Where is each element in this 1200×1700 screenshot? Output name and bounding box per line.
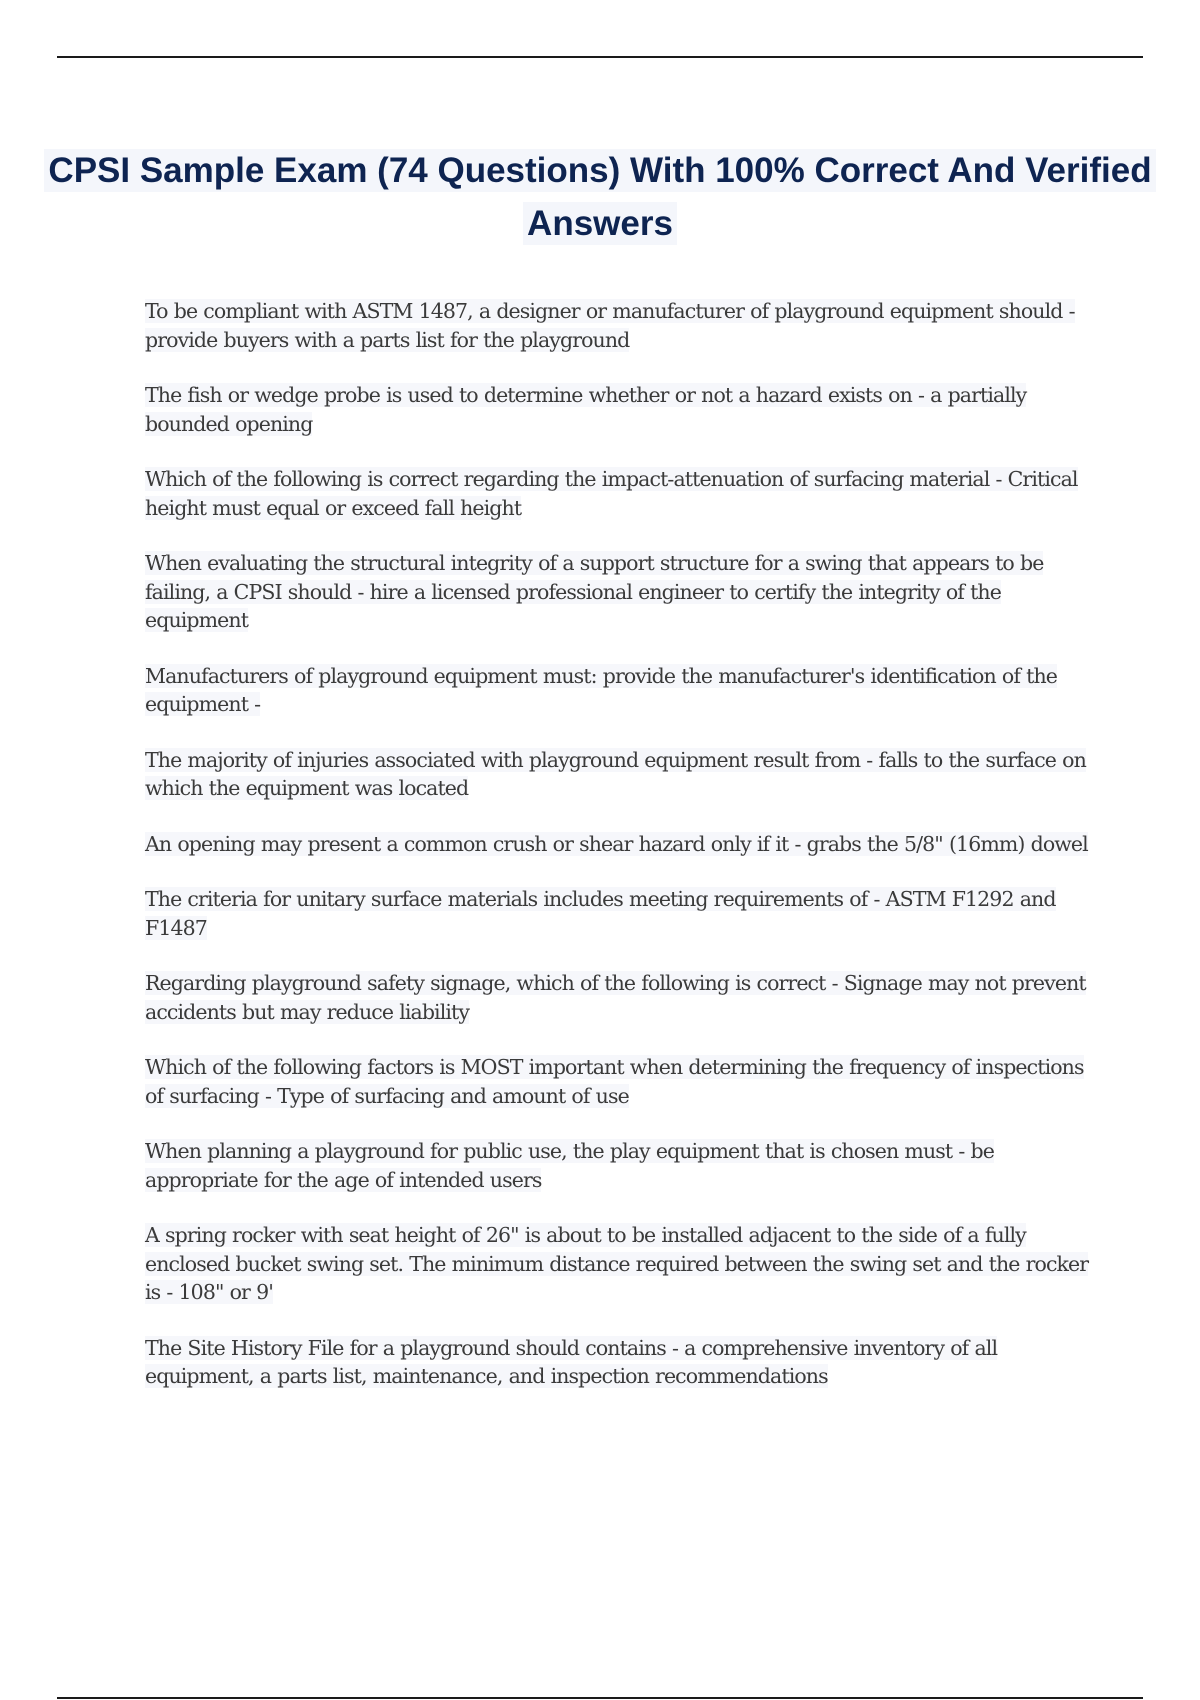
qa-item-2: The fish or wedge probe is used to determine whether or not a hazard exists on - a partially bounded opening xyxy=(145,383,1027,436)
qa-item-11: When planning a playground for public use, the play equipment that is chosen must - be appropriate for the age of intended users xyxy=(145,1139,994,1192)
footer-rule xyxy=(57,1697,1143,1699)
document-title: CPSI Sample Exam (74 Questions) With 100% Correct And Verified Answers xyxy=(0,144,1200,250)
question-answer-list xyxy=(145,297,1090,1418)
qa-item-9: Regarding playground safety signage, which of the following is correct - Signage may not prevent accidents but may reduce liability xyxy=(145,971,1086,1024)
qa-item-13: The Site History File for a playground should contains - a comprehensive inventory of all equipment, a parts list, maintenance, and inspection recommendations xyxy=(145,1335,998,1388)
qa-item-4: When evaluating the structural integrity of a support structure for a swing that appears to be failing, a CPSI should - hire a licensed professional engineer to certify the integrity of the equipment xyxy=(145,551,1044,632)
qa-item-5: Manufacturers of playground equipment must: provide the manufacturer's identification of the equipment - xyxy=(145,663,1058,716)
qa-item-1: To be compliant with ASTM 1487, a designer or manufacturer of playground equipment should - provide buyers with a parts list for the playground xyxy=(145,299,1075,352)
qa-item-6: The majority of injuries associated with playground equipment result from - falls to the surface on which the equipment was located xyxy=(145,747,1086,800)
qa-item-12: A spring rocker with seat height of 26" is about to be installed adjacent to the side of a fully enclosed bucket swing set. The minimum distance required between the swing set and the rocker is - 108" or 9' xyxy=(145,1223,1089,1304)
qa-item-10: Which of the following factors is MOST important when determining the frequency of inspections of surfacing - Type of surfacing and amount of use xyxy=(145,1055,1084,1108)
qa-item-3: Which of the following is correct regarding the impact-attenuation of surfacing material - Critical height must equal or exceed fall height xyxy=(145,467,1078,520)
header-rule xyxy=(57,56,1143,58)
qa-item-8: The criteria for unitary surface materials includes meeting requirements of - ASTM F1292 and F1487 xyxy=(145,887,1056,940)
qa-item-7: An opening may present a common crush or shear hazard only if it - grabs the 5/8" (16mm) dowel xyxy=(145,831,1088,856)
